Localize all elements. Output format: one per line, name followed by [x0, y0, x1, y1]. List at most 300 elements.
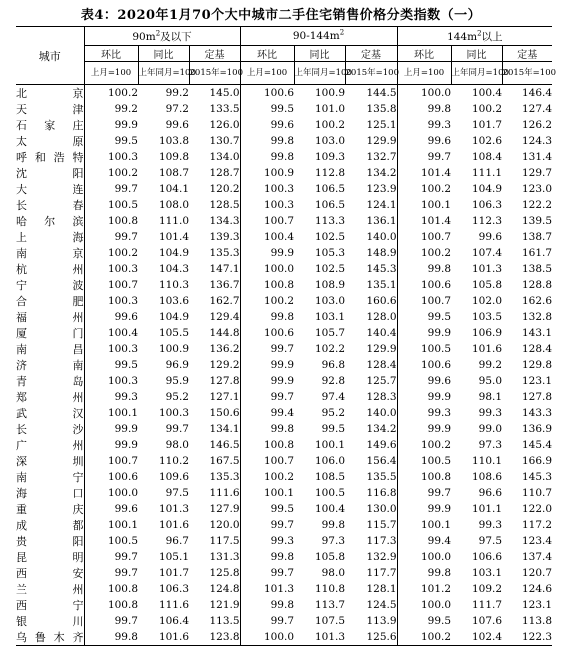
index-value: 100.6	[420, 359, 452, 371]
group-header-90-144: $90-144m^2$	[240, 27, 397, 46]
index-value: 138.5	[521, 263, 553, 275]
table-row	[16, 469, 552, 485]
index-value: 100.5	[314, 487, 346, 499]
base-note: 上年同月=100	[294, 62, 345, 85]
index-value: 132.7	[345, 149, 397, 165]
index-value: 99.9	[270, 247, 295, 259]
index-value: 102.5	[314, 231, 346, 243]
index-value: 143.3	[521, 407, 553, 419]
index-value: 140.0	[345, 405, 397, 421]
index-value: 95.0	[478, 375, 503, 387]
index-value: 123.1	[521, 375, 553, 387]
index-value: 127.4	[521, 103, 553, 115]
index-value: 99.3	[478, 519, 503, 531]
city-name: 长沙	[16, 423, 84, 436]
index-value: 128.0	[345, 309, 397, 325]
index-value: 136.9	[521, 423, 553, 435]
index-value: 123.9	[345, 181, 397, 197]
index-value: 136.7	[189, 277, 240, 293]
index-value: 145.4	[521, 439, 553, 451]
index-value: 129.9	[345, 341, 397, 357]
index-value: 101.3	[158, 503, 189, 515]
index-value: 99.7	[270, 615, 295, 627]
index-value: 113.3	[314, 215, 346, 227]
index-value: 99.8	[427, 263, 452, 275]
index-value: 99.4	[270, 407, 295, 419]
index-value: 99.7	[114, 615, 138, 627]
city-name: 南宁	[16, 471, 84, 484]
city-name: 石家庄	[16, 119, 84, 132]
sub-header: 定基	[345, 46, 397, 62]
index-value: 104.3	[158, 263, 189, 275]
index-value: 106.3	[471, 199, 503, 211]
city-name: 呼和浩特	[16, 151, 84, 164]
index-value: 99.7	[270, 519, 295, 531]
base-note: 上月=100	[397, 62, 451, 85]
index-value: 100.7	[420, 295, 452, 307]
index-value: 107.5	[314, 615, 346, 627]
index-value: 100.1	[420, 199, 452, 211]
index-value: 127.8	[189, 373, 240, 389]
index-value: 97.5	[165, 487, 189, 499]
index-value: 104.9	[471, 183, 503, 195]
index-value: 103.5	[471, 311, 503, 323]
index-value: 131.4	[521, 151, 553, 163]
index-value: 111.6	[158, 599, 189, 611]
city-name: 大连	[16, 183, 84, 196]
index-value: 99.3	[270, 535, 295, 547]
index-value: 143.1	[521, 327, 553, 339]
index-value: 99.8	[270, 311, 295, 323]
index-value: 162.7	[189, 293, 240, 309]
index-value: 100.2	[420, 439, 452, 451]
index-value: 128.8	[521, 279, 553, 291]
base-note: 2015年=100	[189, 62, 240, 85]
table-row	[16, 357, 552, 373]
index-value: 134.2	[345, 421, 397, 437]
index-value: 106.5	[314, 199, 346, 211]
index-value: 99.6	[114, 311, 138, 323]
index-value: 99.7	[270, 343, 295, 355]
index-value: 120.7	[521, 567, 553, 579]
index-value: 126.0	[189, 117, 240, 133]
index-value: 100.3	[263, 199, 295, 211]
index-value: 146.4	[521, 87, 553, 99]
index-value: 100.8	[263, 439, 295, 451]
index-value: 111.7	[471, 599, 503, 611]
index-value: 99.3	[114, 391, 138, 403]
index-value: 126.2	[521, 119, 553, 131]
table-row	[16, 405, 552, 421]
index-value: 100.4	[314, 503, 346, 515]
table-row	[16, 245, 552, 261]
index-value: 128.3	[345, 389, 397, 405]
index-value: 106.9	[471, 327, 503, 339]
index-value: 99.9	[114, 439, 138, 451]
index-value: 122.3	[502, 629, 552, 646]
index-value: 144.8	[189, 325, 240, 341]
index-value: 145.0	[189, 85, 240, 102]
index-value: 166.9	[521, 455, 553, 467]
table-row	[16, 133, 552, 149]
index-value: 113.8	[521, 615, 553, 627]
index-value: 130.0	[345, 501, 397, 517]
index-value: 101.6	[138, 629, 189, 646]
index-value: 106.4	[158, 615, 189, 627]
index-value: 150.6	[189, 405, 240, 421]
index-value: 124.8	[189, 581, 240, 597]
city-name: 贵阳	[16, 535, 84, 548]
table-row	[16, 277, 552, 293]
index-value: 106.0	[314, 455, 346, 467]
city-name: 重庆	[16, 503, 84, 516]
index-value: 99.9	[427, 391, 452, 403]
index-value: 95.9	[165, 375, 189, 387]
table-row	[16, 373, 552, 389]
index-value: 110.7	[521, 487, 553, 499]
index-value: 100.1	[263, 487, 295, 499]
index-value: 125.8	[189, 565, 240, 581]
base-note: 上年同月=100	[451, 62, 502, 85]
index-value: 99.8	[427, 103, 452, 115]
index-value: 111.6	[189, 485, 240, 501]
index-value: 127.9	[189, 501, 240, 517]
index-value: 100.2	[263, 471, 295, 483]
index-value: 109.8	[158, 151, 189, 163]
index-value: 105.7	[314, 327, 346, 339]
index-value: 110.3	[158, 279, 189, 291]
index-value: 140.0	[345, 229, 397, 245]
index-value: 100.7	[263, 215, 295, 227]
city-name: 天津	[16, 103, 84, 116]
sub-header: 同比	[138, 46, 189, 62]
index-value: 101.0	[314, 103, 346, 115]
sub-header: 同比	[294, 46, 345, 62]
index-value: 110.8	[314, 583, 346, 595]
index-value: 101.4	[420, 215, 452, 227]
index-value: 161.7	[521, 247, 553, 259]
index-value: 140.4	[345, 325, 397, 341]
index-value: 99.7	[114, 183, 138, 195]
index-value: 99.8	[270, 599, 295, 611]
table-row	[16, 149, 552, 165]
index-value: 102.0	[471, 295, 503, 307]
table-row	[16, 485, 552, 501]
index-value: 122.2	[521, 199, 553, 211]
index-value: 100.3	[107, 375, 138, 387]
index-value: 100.0	[420, 599, 452, 611]
index-value: 99.9	[427, 423, 452, 435]
index-value: 103.1	[314, 311, 346, 323]
index-value: 100.5	[107, 199, 138, 211]
table-row	[16, 101, 552, 117]
index-value: 99.6	[114, 503, 138, 515]
table-row	[16, 293, 552, 309]
index-value: 124.5	[345, 597, 397, 613]
table-row	[16, 181, 552, 197]
index-value: 92.8	[321, 375, 346, 387]
index-value: 96.6	[478, 487, 503, 499]
index-value: 99.8	[427, 567, 452, 579]
index-value: 135.8	[345, 101, 397, 117]
table-row	[16, 453, 552, 469]
index-value: 101.4	[420, 167, 452, 179]
index-value: 101.6	[471, 343, 503, 355]
table-row	[16, 213, 552, 229]
table-row	[16, 597, 552, 613]
index-value: 125.7	[345, 373, 397, 389]
sub-header: 环比	[240, 46, 294, 62]
index-value: 110.1	[471, 455, 503, 467]
index-value: 98.0	[321, 567, 346, 579]
index-value: 99.9	[114, 119, 138, 131]
city-name: 宁波	[16, 279, 84, 292]
index-value: 103.8	[158, 135, 189, 147]
index-value: 135.5	[345, 469, 397, 485]
index-value: 100.1	[314, 439, 346, 451]
city-name: 银川	[16, 615, 84, 628]
index-value: 100.7	[263, 455, 295, 467]
index-value: 99.7	[114, 551, 138, 563]
index-value: 117.2	[521, 519, 553, 531]
sub-header: 定基	[189, 46, 240, 62]
city-name: 济南	[16, 359, 84, 372]
index-value: 117.3	[345, 533, 397, 549]
city-name: 北京	[16, 85, 84, 102]
index-value: 127.1	[189, 389, 240, 405]
table-row	[16, 341, 552, 357]
city-name: 南京	[16, 247, 84, 260]
index-value: 135.1	[345, 277, 397, 293]
index-value: 100.3	[158, 407, 189, 419]
table-row	[16, 613, 552, 629]
index-value: 115.7	[345, 517, 397, 533]
index-value: 111.0	[158, 215, 189, 227]
base-note: 上月=100	[240, 62, 294, 85]
index-value: 100.3	[107, 295, 138, 307]
index-value: 124.1	[345, 197, 397, 213]
index-value: 109.2	[471, 583, 503, 595]
sub-header: 定基	[502, 46, 552, 62]
index-value: 139.5	[521, 215, 553, 227]
city-name: 郑州	[16, 391, 84, 404]
index-value: 100.9	[263, 167, 295, 179]
table-row	[16, 197, 552, 213]
index-value: 101.3	[471, 263, 503, 275]
index-value: 125.1	[345, 117, 397, 133]
city-name: 西安	[16, 567, 84, 580]
index-value: 134.2	[345, 165, 397, 181]
table-row	[16, 389, 552, 405]
index-value: 98.0	[165, 439, 189, 451]
index-value: 127.8	[521, 391, 553, 403]
index-value: 129.9	[345, 133, 397, 149]
index-value: 100.2	[263, 295, 295, 307]
city-name: 西宁	[16, 599, 84, 612]
index-value: 100.6	[263, 87, 295, 99]
index-value: 137.4	[521, 551, 553, 563]
table-row	[16, 261, 552, 277]
index-value: 100.3	[107, 151, 138, 163]
index-value: 145.3	[521, 471, 553, 483]
city-name: 长春	[16, 199, 84, 212]
index-value: 100.2	[314, 119, 346, 131]
index-value: 100.2	[471, 103, 503, 115]
index-value: 99.5	[270, 503, 295, 515]
index-value: 129.8	[521, 359, 553, 371]
index-value: 104.9	[158, 247, 189, 259]
index-value: 106.5	[314, 183, 346, 195]
index-value: 96.7	[165, 535, 189, 547]
table-row	[16, 517, 552, 533]
index-value: 99.5	[114, 359, 138, 371]
index-value: 139.3	[189, 229, 240, 245]
index-value: 121.9	[189, 597, 240, 613]
index-value: 99.7	[270, 567, 295, 579]
index-value: 99.5	[114, 135, 138, 147]
index-value: 99.7	[114, 567, 138, 579]
index-value: 100.8	[107, 215, 138, 227]
index-value: 100.6	[263, 327, 295, 339]
index-value: 106.3	[158, 583, 189, 595]
city-name: 武汉	[16, 407, 84, 420]
index-value: 124.6	[521, 583, 553, 595]
index-value: 108.4	[471, 151, 503, 163]
index-value: 99.8	[270, 423, 295, 435]
index-value: 101.1	[471, 503, 503, 515]
index-value: 136.1	[345, 213, 397, 229]
city-name: 哈尔滨	[16, 215, 84, 228]
index-value: 101.3	[263, 583, 295, 595]
index-value: 100.3	[107, 263, 138, 275]
index-value: 99.6	[165, 119, 189, 131]
price-index-table	[16, 26, 557, 646]
index-value: 136.2	[189, 341, 240, 357]
index-value: 100.5	[107, 535, 138, 547]
city-name: 海口	[16, 487, 84, 500]
index-value: 100.0	[420, 551, 452, 563]
index-value: 99.9	[114, 423, 138, 435]
group-header-90: $90m^2$及以下	[84, 27, 240, 46]
index-value: 132.9	[345, 549, 397, 565]
city-name: 上海	[16, 231, 84, 244]
table-row	[16, 165, 552, 181]
index-value: 162.6	[521, 295, 553, 307]
base-note: 2015年=100	[345, 62, 397, 85]
index-value: 97.3	[321, 535, 346, 547]
index-value: 99.5	[270, 103, 295, 115]
base-note: 上月=100	[84, 62, 138, 85]
city-name: 广州	[16, 439, 84, 452]
index-value: 100.9	[158, 343, 189, 355]
city-name: 福州	[16, 311, 84, 324]
index-value: 128.5	[189, 197, 240, 213]
index-value: 99.5	[427, 311, 452, 323]
index-value: 100.6	[107, 471, 138, 483]
index-value: 95.2	[321, 407, 346, 419]
index-value: 108.5	[314, 471, 346, 483]
table-row	[16, 581, 552, 597]
index-value: 99.8	[321, 519, 346, 531]
index-value: 99.2	[114, 103, 138, 115]
index-value: 97.4	[321, 391, 346, 403]
index-value: 100.2	[397, 629, 451, 646]
index-value: 129.7	[521, 167, 553, 179]
index-value: 133.5	[189, 101, 240, 117]
index-value: 99.3	[478, 407, 503, 419]
index-value: 97.3	[478, 439, 503, 451]
city-name: 太原	[16, 135, 84, 148]
base-note: 2015年=100	[502, 62, 552, 85]
table-row	[16, 309, 552, 325]
index-value: 109.3	[314, 151, 346, 163]
index-value: 102.2	[314, 343, 346, 355]
index-value: 100.5	[420, 455, 452, 467]
index-value: 109.6	[158, 471, 189, 483]
index-value: 95.2	[165, 391, 189, 403]
index-value: 99.6	[427, 375, 452, 387]
index-value: 145.3	[345, 261, 397, 277]
city-name: 杭州	[16, 263, 84, 276]
index-value: 110.2	[158, 455, 189, 467]
index-value: 99.6	[427, 135, 452, 147]
index-value: 135.3	[189, 245, 240, 261]
index-value: 102.6	[471, 135, 503, 147]
index-value: 111.1	[471, 167, 503, 179]
index-value: 113.5	[189, 613, 240, 629]
index-value: 100.8	[107, 599, 138, 611]
index-value: 116.8	[345, 485, 397, 501]
index-value: 100.1	[107, 519, 138, 531]
index-value: 134.0	[189, 149, 240, 165]
index-value: 100.3	[107, 343, 138, 355]
index-value: 99.0	[478, 423, 503, 435]
index-value: 100.5	[420, 343, 452, 355]
index-value: 123.4	[521, 535, 553, 547]
index-value: 99.3	[427, 407, 452, 419]
index-value: 123.0	[521, 183, 553, 195]
index-value: 105.3	[314, 247, 346, 259]
index-value: 134.3	[189, 213, 240, 229]
index-value: 160.6	[345, 293, 397, 309]
index-value: 100.8	[263, 279, 295, 291]
index-value: 99.9	[270, 375, 295, 387]
table-row	[16, 117, 552, 133]
index-value: 122.0	[521, 503, 553, 515]
table-row	[16, 229, 552, 245]
index-value: 108.9	[314, 279, 346, 291]
index-value: 99.8	[84, 629, 138, 646]
index-value: 132.8	[521, 311, 553, 323]
sub-header: 同比	[451, 46, 502, 62]
index-value: 96.8	[321, 359, 346, 371]
index-value: 129.2	[189, 357, 240, 373]
city-name: 深圳	[16, 455, 84, 468]
index-value: 101.3	[294, 629, 345, 646]
city-column-header: 城市	[16, 27, 84, 85]
index-value: 101.4	[158, 231, 189, 243]
index-value: 99.9	[427, 503, 452, 515]
index-value: 112.8	[314, 167, 346, 179]
index-value: 99.7	[165, 423, 189, 435]
index-value: 100.6	[420, 279, 452, 291]
table-row	[16, 325, 552, 341]
city-name: 厦门	[16, 327, 84, 340]
index-value: 101.6	[158, 519, 189, 531]
index-value: 156.4	[345, 453, 397, 469]
index-value: 101.7	[158, 567, 189, 579]
index-value: 129.4	[189, 309, 240, 325]
